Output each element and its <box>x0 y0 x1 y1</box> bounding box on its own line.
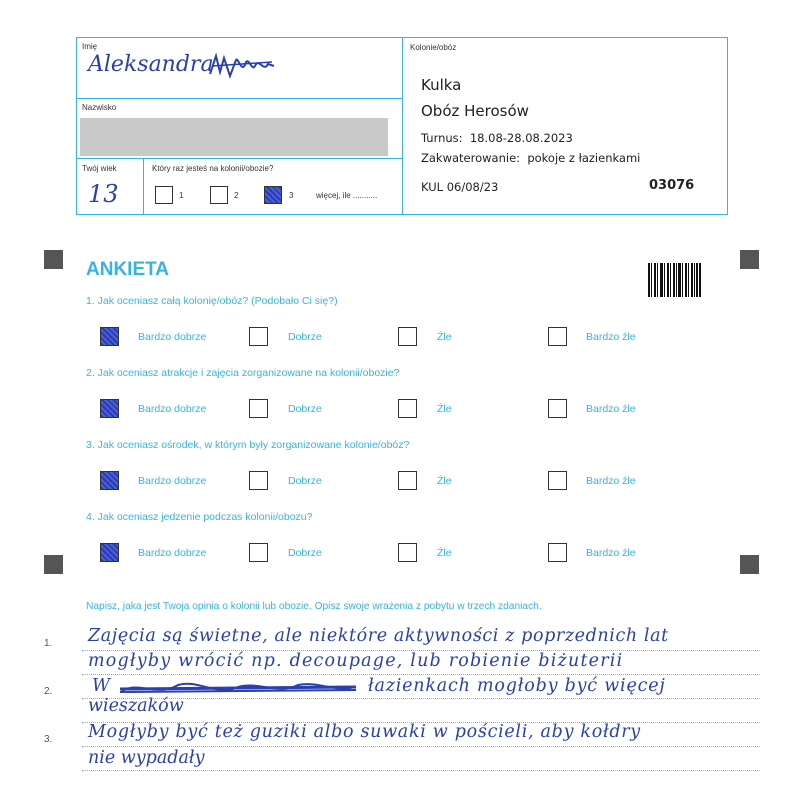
q4-checkbox-dobrze[interactable] <box>249 543 268 562</box>
q3-option-dobrze: Dobrze <box>288 475 322 487</box>
q1-option-zle: Źle <box>437 331 452 343</box>
opinion-prompt: Napisz, jaka jest Twoja opinia o kolonii lub obozie. Opisz swoje wrażenia z pobytu w trzech zdaniach. <box>86 601 542 612</box>
registration-marker <box>740 555 759 574</box>
q2-checkbox-dobrze[interactable] <box>249 399 268 418</box>
answer-line <box>82 770 760 771</box>
line-number-1: 1. <box>44 638 53 649</box>
imie-field[interactable]: Aleksandra <box>88 52 214 77</box>
nazwisko-redacted <box>80 118 388 156</box>
form-title: ANKIETA <box>86 259 170 280</box>
q1-checkbox-dobrze[interactable] <box>249 327 268 346</box>
q4-checkbox-bardzo-zle[interactable] <box>548 543 567 562</box>
ktory-raz-option-3: 3 <box>289 191 294 200</box>
scribble-mark <box>208 52 278 80</box>
answer-3-line-1[interactable]: Mogłyby być też guziki albo suwaki w pościeli, aby kołdry <box>88 722 641 742</box>
q3-checkbox-bardzo-zle[interactable] <box>548 471 567 490</box>
q2-option-bardzo-dobrze: Bardzo dobrze <box>138 403 207 415</box>
kolonie-oboz: Obóz Herosów <box>421 102 529 120</box>
q2-checkbox-bardzo-dobrze[interactable] <box>100 399 119 418</box>
q3-option-bardzo-zle: Bardzo źle <box>586 475 636 487</box>
camp-code: KUL 06/08/23 <box>421 180 499 194</box>
kolonie-label: Kolonie/obóz <box>410 43 457 52</box>
q4-option-bardzo-zle: Bardzo źle <box>586 547 636 559</box>
zakwaterowanie-text: Zakwaterowanie: pokoje z łazienkami <box>421 151 641 165</box>
line-number-3: 3. <box>44 734 53 745</box>
ktory-raz-checkbox-3[interactable] <box>264 186 282 204</box>
ktory-raz-option-2: 2 <box>234 191 239 200</box>
q2-option-bardzo-zle: Bardzo źle <box>586 403 636 415</box>
registration-marker <box>740 250 759 269</box>
q2-option-zle: Źle <box>437 403 452 415</box>
q2-option-dobrze: Dobrze <box>288 403 322 415</box>
ktory-raz-checkbox-1[interactable] <box>155 186 173 204</box>
q1-checkbox-zle[interactable] <box>398 327 417 346</box>
q2-checkbox-zle[interactable] <box>398 399 417 418</box>
answer-1-line-1[interactable]: Zajęcia są świetne, ale niektóre aktywności z poprzednich lat <box>88 626 669 646</box>
q4-option-bardzo-dobrze: Bardzo dobrze <box>138 547 207 559</box>
q3-checkbox-bardzo-dobrze[interactable] <box>100 471 119 490</box>
wiek-label: Twój wiek <box>82 164 117 173</box>
q4-checkbox-bardzo-dobrze[interactable] <box>100 543 119 562</box>
kolonie-name: Kulka <box>421 76 462 94</box>
answer-1-line-2[interactable]: mogłyby wrócić np. decoupage, lub robienie biżuterii <box>88 651 624 671</box>
nazwisko-label: Nazwisko <box>82 103 117 112</box>
q2-checkbox-bardzo-zle[interactable] <box>548 399 567 418</box>
answer-2-line-1-end[interactable]: łazienkach mogłoby być więcej <box>368 676 666 696</box>
imie-label: Imię <box>82 42 98 51</box>
answer-2-line-2[interactable]: wieszaków <box>88 696 184 716</box>
turnus-text: Turnus: 18.08-28.08.2023 <box>421 131 573 145</box>
q3-option-zle: Źle <box>437 475 452 487</box>
registration-marker <box>44 250 63 269</box>
answer-2-line-1-start[interactable]: W <box>92 676 110 696</box>
question-4: 4. Jak oceniasz jedzenie podczas kolonii/obozu? <box>86 511 313 523</box>
wiek-field[interactable]: 13 <box>88 180 119 208</box>
question-1: 1. Jak oceniasz całą kolonię/obóz? (Podobało Ci się?) <box>86 295 338 307</box>
answer-line <box>82 674 760 675</box>
q1-option-dobrze: Dobrze <box>288 331 322 343</box>
form-number: 03076 <box>649 178 695 193</box>
registration-marker <box>44 555 63 574</box>
answer-line <box>82 746 760 747</box>
ktory-raz-checkbox-2[interactable] <box>210 186 228 204</box>
q4-checkbox-zle[interactable] <box>398 543 417 562</box>
ktory-raz-option-more: więcej, ile ........... <box>316 191 378 200</box>
ktory-raz-option-1: 1 <box>179 191 184 200</box>
ktory-raz-label: Który raz jesteś na kolonii/obozie? <box>152 164 274 173</box>
q1-option-bardzo-zle: Bardzo źle <box>586 331 636 343</box>
q4-option-dobrze: Dobrze <box>288 547 322 559</box>
q1-checkbox-bardzo-dobrze[interactable] <box>100 327 119 346</box>
line-number-2: 2. <box>44 686 53 697</box>
q4-option-zle: Źle <box>437 547 452 559</box>
q3-checkbox-dobrze[interactable] <box>249 471 268 490</box>
question-3: 3. Jak oceniasz ośrodek, w którym były zorganizowane kolonie/obóz? <box>86 439 410 451</box>
question-2: 2. Jak oceniasz atrakcje i zajęcia zorganizowane na kolonii/obozie? <box>86 367 400 379</box>
q1-checkbox-bardzo-zle[interactable] <box>548 327 567 346</box>
q3-checkbox-zle[interactable] <box>398 471 417 490</box>
q3-option-bardzo-dobrze: Bardzo dobrze <box>138 475 207 487</box>
q1-option-bardzo-dobrze: Bardzo dobrze <box>138 331 207 343</box>
answer-3-line-2[interactable]: nie wypadały <box>88 748 205 768</box>
barcode-icon <box>648 263 702 297</box>
